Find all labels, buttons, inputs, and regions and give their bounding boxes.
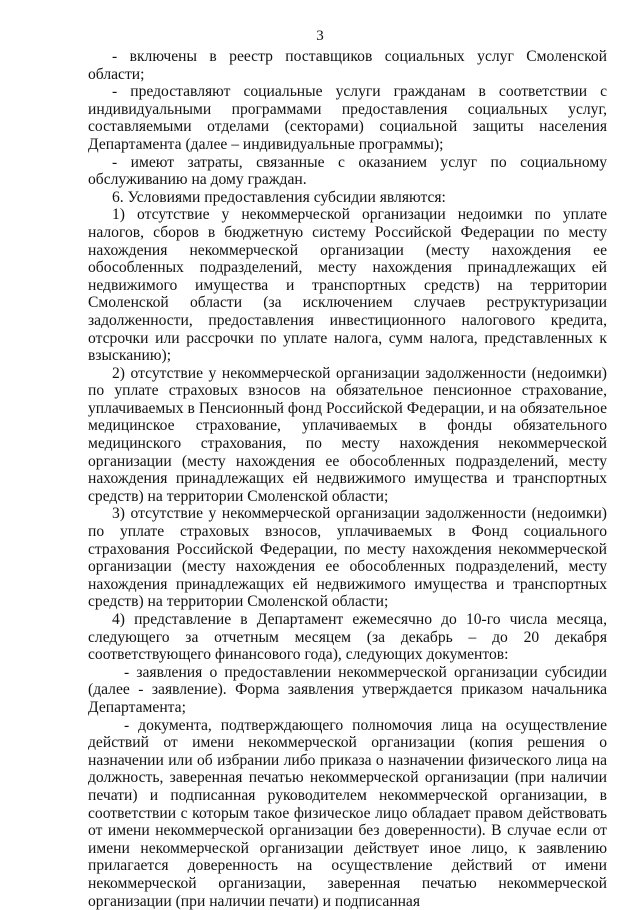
- paragraph-condition-2: 2) отсутствие у некоммерческой организации задолженности (недоимки) по уплате страховых взносов на обязательное пенсионное страхование, уплачиваемых в Пенсионный фонд Российской Федерации, и на обязательное медицинское страхование, уплачиваемых в фонды обязательного медицинского страхования, по месту нахождения некоммерческой организации (месту нахождения ее обособленных подразделений, месту нахождения принадлежащих ей недвижимого имущества и транспортных средств) на территории Смоленской области;: [88, 364, 607, 505]
- paragraph-authority-document-item: - документа, подтверждающего полномочия лица на осуществление действий от имени некоммерческой организации (копия решения о назначении или об избрании либо приказа о назначении физического лица на должность, заверенная печатью некоммерческой организации (при наличии печати) и подписанная руководителем некоммерческой организации, в соответствии с которым такое физическое лицо обладает правом действовать от имени некоммерческой организации без доверенности). В случае если от имени некоммерческой организации действует иное лицо, к заявлению прилагается доверенность на осуществление действий от имени некоммерческой организации, заверенная печатью некоммерческой организации (при наличии печати) и подписанная: [88, 716, 607, 910]
- paragraph-condition-3: 3) отсутствие у некоммерческой организации задолженности (недоимки) по уплате страховых взносов, уплачиваемых в Фонд социального страхования Российской Федерации, по месту нахождения некоммерческой организации (месту нахождения ее обособленных подразделений, месту нахождения принадлежащих ей недвижимого имущества и транспортных средств) на территории Смоленской области;: [88, 505, 607, 611]
- paragraph-registry: - включены в реестр поставщиков социальных услуг Смоленской области;: [88, 48, 607, 83]
- page-number: 3: [316, 28, 324, 44]
- paragraph-condition-4: 4) представление в Департамент ежемесячно до 10-го числа месяца, следующего за отчетным месяцем (за декабрь – до 20 декабря соответствующего финансового года), следующих документов:: [88, 611, 607, 664]
- paragraph-condition-1: 1) отсутствие у некоммерческой организации недоимки по уплате налогов, сборов в бюджетную систему Российской Федерации по месту нахождения некоммерческой организации (месту нахождения ее обособленных подразделений, месту нахождения принадлежащих ей недвижимого имущества и транспортных средств) на территории Смоленской области (за исключением случаев реструктуризации задолженности, предоставления инвестиционного налогового кредита, отсрочки или рассрочки по уплате налога, сумм налога, представленных к взысканию);: [88, 206, 607, 365]
- paragraph-social-services: - предоставляют социальные услуги гражданам в соответствии с индивидуальными программами предоставления социальных услуг, составляемыми отделами (секторами) социальной защиты населения Департамента (далее – индивидуальные программы);: [88, 83, 607, 153]
- paragraph-conditions-heading: 6. Условиями предоставления субсидии являются:: [112, 188, 446, 206]
- paragraph-expenses: - имеют затраты, связанные с оказанием услуг по социальному обслуживанию на дому граждан.: [88, 153, 607, 189]
- document-body: [88, 48, 607, 910]
- paragraph-application-item: - заявления о предоставлении некоммерческой организации субсидии (далее - заявление). Форма заявления утверждается приказом начальника Департамента;: [88, 663, 607, 716]
